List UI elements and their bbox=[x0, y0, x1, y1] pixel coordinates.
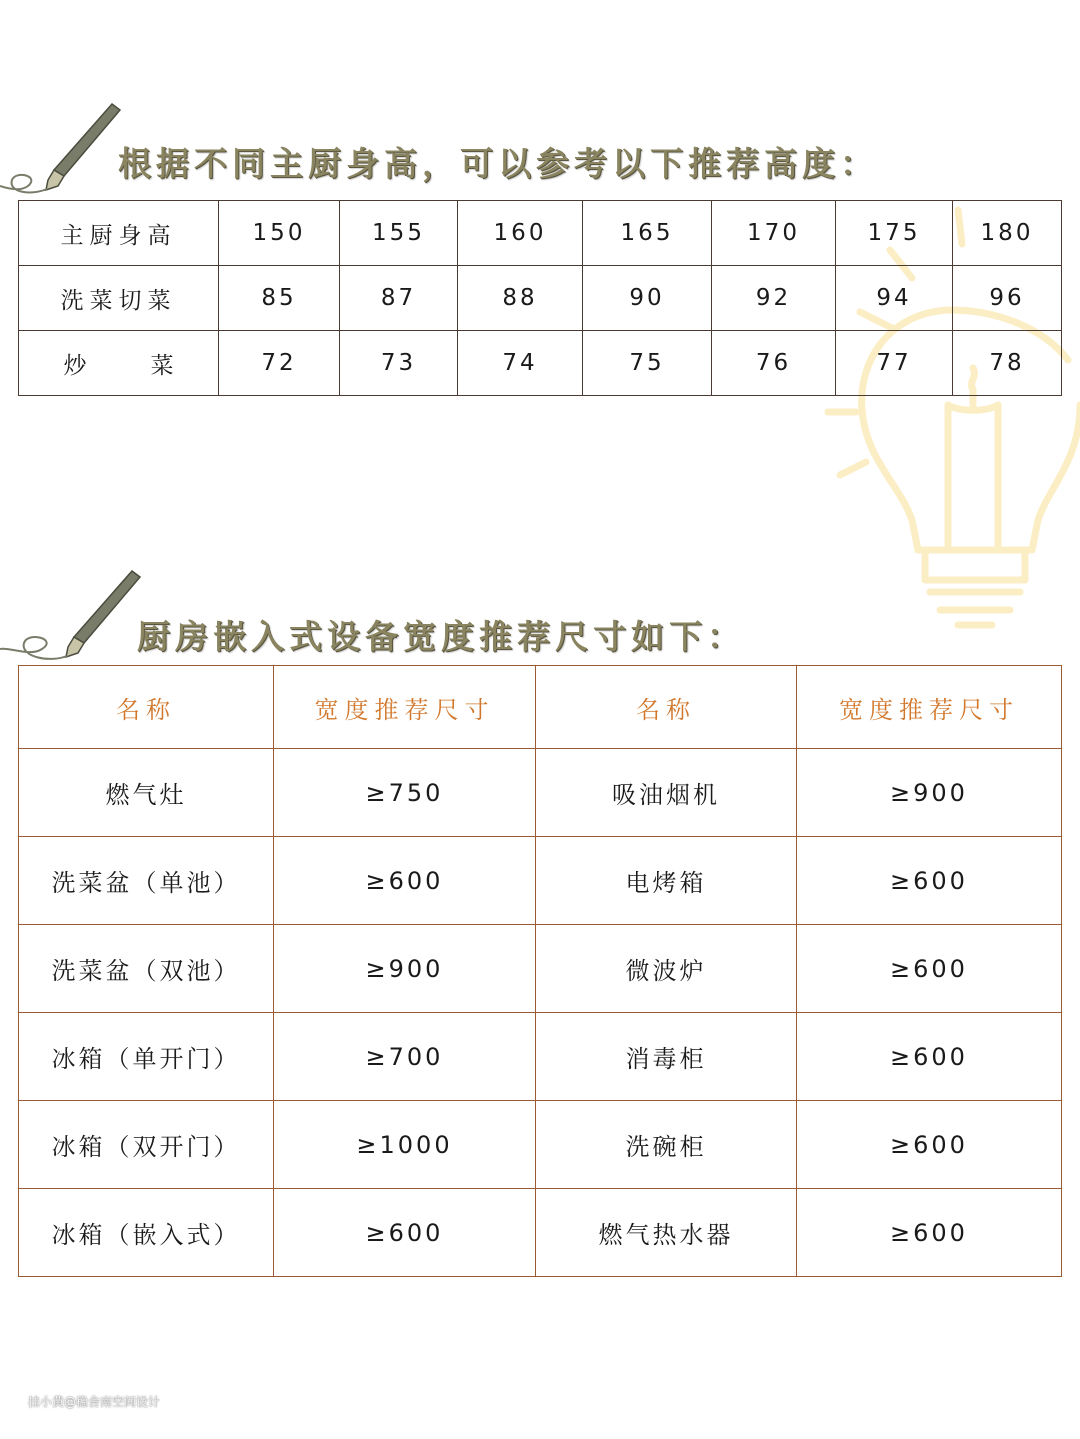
fountain-pen-icon bbox=[0, 100, 125, 200]
width-value: ≥600 bbox=[797, 837, 1062, 925]
column-header: 名称 bbox=[19, 666, 274, 749]
width-value: ≥600 bbox=[274, 1189, 536, 1277]
appliance-width-heading: 厨房嵌入式设备宽度推荐尺寸如下： bbox=[137, 617, 745, 656]
table-row bbox=[19, 1013, 1062, 1101]
width-value: ≥750 bbox=[274, 749, 536, 837]
width-value: ≥600 bbox=[797, 925, 1062, 1013]
table-cell: 73 bbox=[340, 331, 458, 396]
appliance-width-table bbox=[18, 665, 1062, 1277]
appliance-name: 冰箱（双开门） bbox=[19, 1101, 274, 1189]
appliance-name: 电烤箱 bbox=[536, 837, 797, 925]
table-cell: 150 bbox=[219, 201, 340, 266]
table-cell: 155 bbox=[340, 201, 458, 266]
table-row bbox=[19, 1101, 1062, 1189]
column-header: 宽度推荐尺寸 bbox=[274, 666, 536, 749]
appliance-name: 吸油烟机 bbox=[536, 749, 797, 837]
appliance-name: 消毒柜 bbox=[536, 1013, 797, 1101]
table-cell: 72 bbox=[219, 331, 340, 396]
table-cell: 90 bbox=[583, 266, 712, 331]
table-row bbox=[19, 837, 1062, 925]
width-value: ≥1000 bbox=[274, 1101, 536, 1189]
row-label-part: 菜 bbox=[150, 352, 174, 379]
width-value: ≥600 bbox=[797, 1013, 1062, 1101]
appliance-name: 燃气热水器 bbox=[536, 1189, 797, 1277]
table-row bbox=[19, 201, 1062, 266]
table-row bbox=[19, 1189, 1062, 1277]
table-row bbox=[19, 749, 1062, 837]
table-cell: 78 bbox=[953, 331, 1062, 396]
table-cell: 75 bbox=[583, 331, 712, 396]
table-cell: 88 bbox=[458, 266, 583, 331]
appliance-name: 冰箱（单开门） bbox=[19, 1013, 274, 1101]
appliance-name: 冰箱（嵌入式） bbox=[19, 1189, 274, 1277]
table-cell: 160 bbox=[458, 201, 583, 266]
table-row bbox=[19, 925, 1062, 1013]
appliance-name: 洗菜盆（双池） bbox=[19, 925, 274, 1013]
width-value: ≥900 bbox=[274, 925, 536, 1013]
table-cell: 76 bbox=[712, 331, 836, 396]
width-value: ≥600 bbox=[797, 1101, 1062, 1189]
table-cell: 74 bbox=[458, 331, 583, 396]
appliance-name: 燃气灶 bbox=[19, 749, 274, 837]
table-cell: 175 bbox=[836, 201, 953, 266]
appliance-name: 洗菜盆（单池） bbox=[19, 837, 274, 925]
row-label: 洗菜切菜 bbox=[19, 266, 219, 331]
appliance-name: 微波炉 bbox=[536, 925, 797, 1013]
table-cell: 165 bbox=[583, 201, 712, 266]
width-value: ≥600 bbox=[797, 1189, 1062, 1277]
chef-height-table bbox=[18, 200, 1062, 396]
table-cell: 94 bbox=[836, 266, 953, 331]
appliance-name: 洗碗柜 bbox=[536, 1101, 797, 1189]
table-row bbox=[19, 331, 1062, 396]
table-cell: 180 bbox=[953, 201, 1062, 266]
table-cell: 96 bbox=[953, 266, 1062, 331]
fountain-pen-icon bbox=[0, 567, 145, 667]
table-cell: 170 bbox=[712, 201, 836, 266]
table-cell: 85 bbox=[219, 266, 340, 331]
height-guide-heading: 根据不同主厨身高，可以参考以下推荐高度： bbox=[118, 144, 878, 183]
column-header: 宽度推荐尺寸 bbox=[797, 666, 1062, 749]
column-header: 名称 bbox=[536, 666, 797, 749]
width-value: ≥700 bbox=[274, 1013, 536, 1101]
row-label: 主厨身高 bbox=[19, 201, 219, 266]
width-value: ≥600 bbox=[274, 837, 536, 925]
width-value: ≥900 bbox=[797, 749, 1062, 837]
watermark: 挂小黄@稳舍南空间设计 bbox=[28, 1395, 161, 1409]
table-cell: 92 bbox=[712, 266, 836, 331]
table-row bbox=[19, 266, 1062, 331]
table-header-row bbox=[19, 666, 1062, 749]
table-cell: 77 bbox=[836, 331, 953, 396]
row-label bbox=[19, 331, 219, 396]
row-label-part: 炒 bbox=[63, 352, 87, 379]
table-cell: 87 bbox=[340, 266, 458, 331]
